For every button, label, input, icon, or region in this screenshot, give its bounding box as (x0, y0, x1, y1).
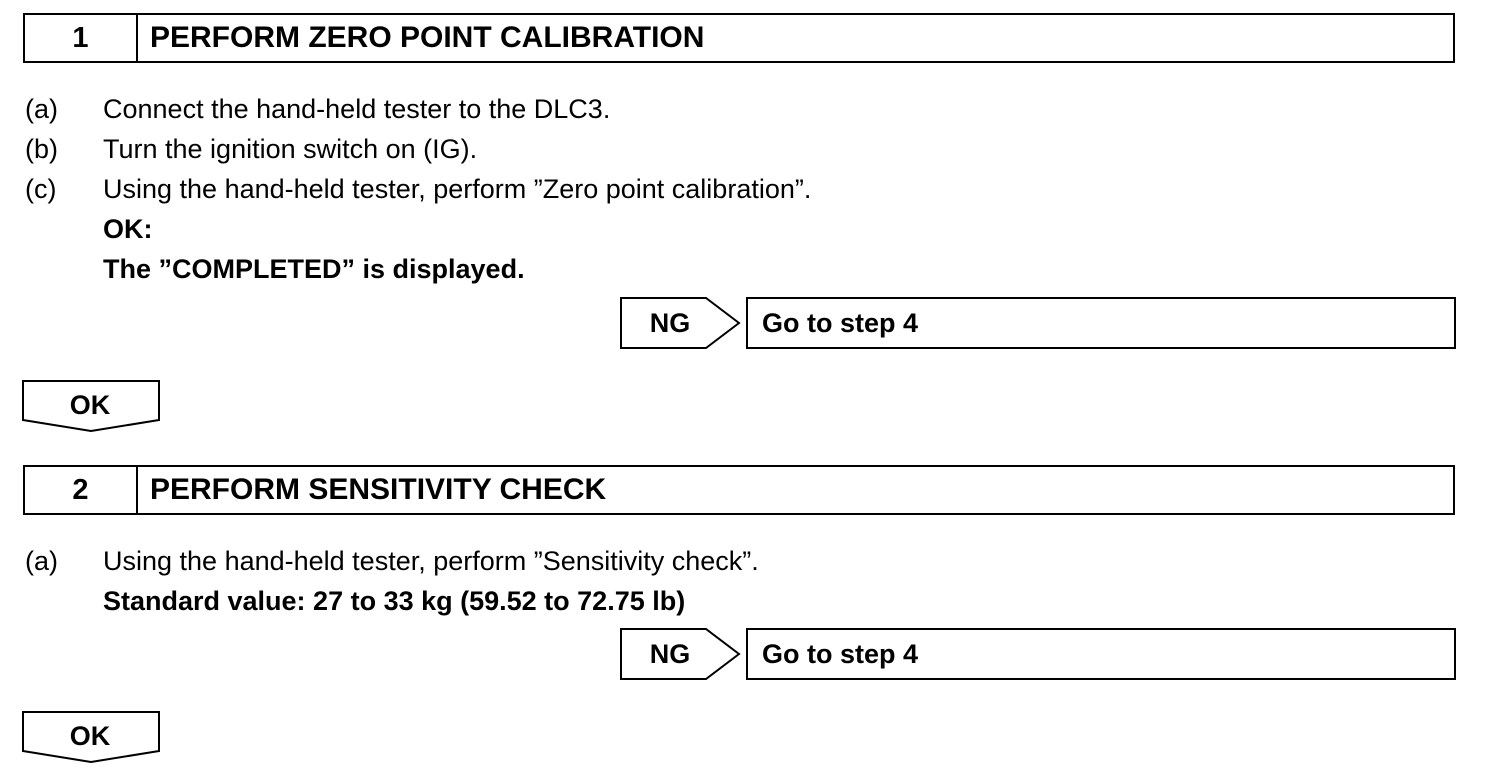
step-1-number: 1 (25, 15, 138, 61)
item-text: Connect the hand-held tester to the DLC3. (103, 94, 611, 124)
item-label: (b) (25, 134, 58, 164)
step-2-ok-label: OK (69, 720, 111, 751)
step-2-ng-label: NG (649, 638, 691, 669)
step-1-header (23, 13, 1455, 63)
step-2-standard-value: Standard value: 27 to 33 kg (59.52 to 72.75 lb) (103, 586, 686, 616)
step-1-ng-label: NG (649, 307, 691, 338)
item-label: (a) (25, 546, 58, 576)
step-2-header (23, 465, 1455, 515)
step-2-title: PERFORM SENSITIVITY CHECK (150, 473, 607, 506)
step-2-ng-action: Go to step 4 (746, 628, 1456, 680)
item-text: Turn the ignition switch on (IG). (103, 134, 478, 164)
item-text: Using the hand-held tester, perform ”Zero point calibration”. (103, 174, 812, 204)
step-1-ok-heading: OK: (103, 214, 153, 244)
item-label: (a) (25, 94, 58, 124)
step-1-ok-label: OK (69, 389, 111, 420)
step-1-ok-detail: The ”COMPLETED” is displayed. (103, 254, 525, 284)
item-text: Using the hand-held tester, perform ”Sensitivity check”. (103, 546, 759, 576)
step-1-title: PERFORM ZERO POINT CALIBRATION (150, 21, 705, 54)
step-1-ng-action: Go to step 4 (746, 297, 1456, 349)
item-label: (c) (25, 174, 57, 204)
step-2-number: 2 (25, 467, 138, 513)
